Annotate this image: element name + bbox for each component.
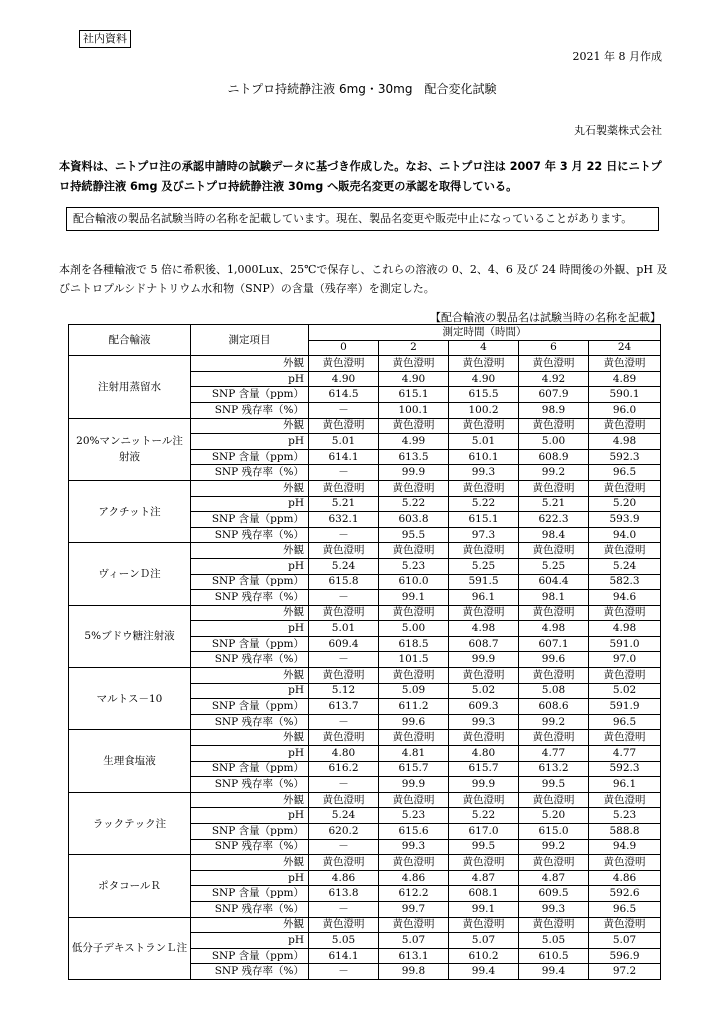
table-cell: 615.7: [449, 761, 519, 777]
table-cell: 615.0: [519, 824, 589, 840]
table-caption: 【配合輸液の製品名は試験当時の名称を記載】: [430, 311, 661, 324]
table-cell: －: [309, 714, 379, 730]
table-cell: 黄色澄明: [449, 480, 519, 496]
measurement-item: 外観: [191, 480, 309, 496]
infusion-name: 注射用蒸留水: [69, 356, 191, 418]
table-cell: 黄色澄明: [379, 480, 449, 496]
table-cell: 96.1: [449, 590, 519, 606]
table-cell: 615.5: [449, 387, 519, 403]
table-cell: 5.05: [309, 933, 379, 949]
table-row: [69, 480, 661, 496]
intro-paragraph: 本資料は、ニトプロ注の承認申請時の試験データに基づき作成した。なお、ニトプロ注は 2007 年 3 月 22 日にニトプロ持続静注液 6mg 及びニトプロ持続静注液 30mg へ販売名変更の承認を取得している。: [59, 160, 662, 193]
measurement-item: SNP 含量（ppm）: [191, 761, 309, 777]
table-cell: 黄色澄明: [519, 480, 589, 496]
table-cell: 5.00: [519, 434, 589, 450]
measurement-item: SNP 残存率（%）: [191, 527, 309, 543]
table-cell: 黄色澄明: [519, 792, 589, 808]
table-cell: －: [309, 777, 379, 793]
table-cell: 4.90: [309, 371, 379, 387]
table-cell: －: [309, 590, 379, 606]
table-cell: 黄色澄明: [519, 605, 589, 621]
table-cell: 94.6: [589, 590, 661, 606]
table-cell: －: [309, 839, 379, 855]
table-cell: 592.6: [589, 886, 661, 902]
table-cell: 97.0: [589, 652, 661, 668]
table-cell: 609.3: [449, 699, 519, 715]
table-cell: 97.2: [589, 964, 661, 980]
table-cell: 黄色澄明: [309, 668, 379, 684]
table-cell: 黄色澄明: [589, 917, 661, 933]
table-cell: 黄色澄明: [309, 730, 379, 746]
measurement-item: 外観: [191, 668, 309, 684]
infusion-name: 低分子デキストランＬ注: [69, 917, 191, 979]
table-cell: 96.5: [589, 901, 661, 917]
table-cell: －: [309, 901, 379, 917]
table-cell: 99.9: [449, 652, 519, 668]
table-cell: 614.1: [309, 948, 379, 964]
table-cell: 632.1: [309, 512, 379, 528]
measurement-item: SNP 含量（ppm）: [191, 948, 309, 964]
table-cell: 590.1: [589, 387, 661, 403]
table-cell: 593.9: [589, 512, 661, 528]
measurement-item: pH: [191, 558, 309, 574]
table-cell: 5.25: [519, 558, 589, 574]
table-cell: 99.7: [379, 901, 449, 917]
table-cell: 610.1: [449, 449, 519, 465]
measurement-item: pH: [191, 621, 309, 637]
table-row: [69, 792, 661, 808]
table-cell: 613.5: [379, 449, 449, 465]
table-cell: 608.9: [519, 449, 589, 465]
table-cell: 4.98: [589, 621, 661, 637]
table-cell: 95.5: [379, 527, 449, 543]
table-cell: 5.12: [309, 683, 379, 699]
table-cell: 99.2: [519, 714, 589, 730]
measurement-item: pH: [191, 808, 309, 824]
header-infusion: 配合輸液: [69, 325, 191, 356]
table-cell: 615.7: [379, 761, 449, 777]
infusion-name: ラックテック注: [69, 792, 191, 854]
table-cell: 5.21: [519, 496, 589, 512]
table-cell: 613.7: [309, 699, 379, 715]
header-hour: 4: [449, 340, 519, 356]
table-row: [69, 605, 661, 621]
table-cell: 99.6: [519, 652, 589, 668]
table-cell: 5.25: [449, 558, 519, 574]
table-cell: 99.2: [519, 839, 589, 855]
measurement-item: 外観: [191, 730, 309, 746]
internal-document-badge: 社内資料: [79, 30, 131, 48]
table-cell: 613.8: [309, 886, 379, 902]
table-cell: －: [309, 652, 379, 668]
table-cell: 592.3: [589, 761, 661, 777]
table-cell: 99.5: [449, 839, 519, 855]
table-cell: 5.22: [449, 808, 519, 824]
table-body: [69, 356, 661, 980]
table-cell: 黄色澄明: [379, 356, 449, 372]
table-cell: 99.9: [379, 777, 449, 793]
header-time: 測定時間（時間）: [309, 325, 661, 341]
table-cell: 5.01: [449, 434, 519, 450]
table-cell: 5.07: [589, 933, 661, 949]
table-cell: 608.1: [449, 886, 519, 902]
table-cell: 黄色澄明: [309, 792, 379, 808]
table-cell: 5.08: [519, 683, 589, 699]
compatibility-table: [68, 324, 661, 980]
table-cell: 96.5: [589, 465, 661, 481]
table-cell: 黄色澄明: [309, 356, 379, 372]
table-cell: 615.6: [379, 824, 449, 840]
table-cell: 614.5: [309, 387, 379, 403]
table-cell: 黄色澄明: [309, 917, 379, 933]
table-cell: 96.5: [589, 714, 661, 730]
table-cell: 4.86: [589, 870, 661, 886]
table-cell: 591.5: [449, 574, 519, 590]
measurement-item: 外観: [191, 792, 309, 808]
table-cell: 94.0: [589, 527, 661, 543]
table-cell: 608.6: [519, 699, 589, 715]
table-cell: 黄色澄明: [589, 730, 661, 746]
measurement-item: SNP 含量（ppm）: [191, 699, 309, 715]
table-cell: 610.2: [449, 948, 519, 964]
table-cell: 黄色澄明: [589, 480, 661, 496]
table-cell: －: [309, 964, 379, 980]
measurement-item: SNP 残存率（%）: [191, 652, 309, 668]
measurement-item: SNP 含量（ppm）: [191, 636, 309, 652]
header-hour: 24: [589, 340, 661, 356]
table-cell: 黄色澄明: [449, 418, 519, 434]
table-cell: 99.8: [379, 964, 449, 980]
table-cell: 99.5: [519, 777, 589, 793]
table-cell: 黄色澄明: [379, 543, 449, 559]
measurement-item: pH: [191, 746, 309, 762]
measurement-item: SNP 残存率（%）: [191, 714, 309, 730]
table-cell: 5.09: [379, 683, 449, 699]
table-cell: 609.4: [309, 636, 379, 652]
table-cell: 608.7: [449, 636, 519, 652]
table-cell: 98.1: [519, 590, 589, 606]
table-cell: 591.9: [589, 699, 661, 715]
table-cell: 97.3: [449, 527, 519, 543]
measurement-item: 外観: [191, 855, 309, 871]
table-cell: 5.02: [589, 683, 661, 699]
table-cell: 4.81: [379, 746, 449, 762]
measurement-item: pH: [191, 496, 309, 512]
table-cell: 黄色澄明: [519, 418, 589, 434]
table-cell: 黄色澄明: [309, 855, 379, 871]
table-cell: 5.21: [309, 496, 379, 512]
table-cell: 99.1: [379, 590, 449, 606]
table-cell: 615.8: [309, 574, 379, 590]
measurement-item: SNP 残存率（%）: [191, 901, 309, 917]
table-cell: 黄色澄明: [589, 855, 661, 871]
table-cell: 99.4: [519, 964, 589, 980]
table-cell: 615.1: [449, 512, 519, 528]
measurement-item: 外観: [191, 418, 309, 434]
table-cell: 4.80: [449, 746, 519, 762]
header-hour: 6: [519, 340, 589, 356]
measurement-item: SNP 含量（ppm）: [191, 886, 309, 902]
table-cell: 黄色澄明: [519, 855, 589, 871]
table-cell: －: [309, 527, 379, 543]
table-cell: 99.3: [379, 839, 449, 855]
table-cell: 609.5: [519, 886, 589, 902]
table-cell: 99.6: [379, 714, 449, 730]
table-cell: 黄色澄明: [309, 543, 379, 559]
creation-date: 2021 年 8 月作成: [572, 50, 662, 63]
measurement-item: SNP 残存率（%）: [191, 590, 309, 606]
table-cell: 98.4: [519, 527, 589, 543]
table-cell: 黄色澄明: [589, 792, 661, 808]
table-row: [69, 917, 661, 933]
table-cell: 5.20: [519, 808, 589, 824]
table-cell: 5.07: [449, 933, 519, 949]
table-cell: 4.77: [519, 746, 589, 762]
infusion-name: 生理食塩液: [69, 730, 191, 792]
measurement-item: 外観: [191, 356, 309, 372]
table-cell: 596.9: [589, 948, 661, 964]
measurement-item: pH: [191, 434, 309, 450]
table-cell: 618.5: [379, 636, 449, 652]
measurement-item: pH: [191, 933, 309, 949]
table-cell: 96.1: [589, 777, 661, 793]
table-cell: 黄色澄明: [589, 356, 661, 372]
measurement-item: SNP 含量（ppm）: [191, 387, 309, 403]
table-cell: 101.5: [379, 652, 449, 668]
table-cell: 616.2: [309, 761, 379, 777]
table-cell: 100.2: [449, 402, 519, 418]
company-name: 丸石製薬株式会社: [574, 124, 662, 137]
measurement-item: SNP 含量（ppm）: [191, 824, 309, 840]
table-cell: 4.90: [379, 371, 449, 387]
table-cell: 黄色澄明: [449, 668, 519, 684]
measurement-item: SNP 残存率（%）: [191, 777, 309, 793]
measurement-item: 外観: [191, 543, 309, 559]
table-cell: 黄色澄明: [449, 605, 519, 621]
table-cell: 4.89: [589, 371, 661, 387]
table-row: [69, 668, 661, 684]
table-cell: 4.87: [449, 870, 519, 886]
table-cell: 4.87: [519, 870, 589, 886]
table-cell: 黄色澄明: [309, 605, 379, 621]
table-cell: 黄色澄明: [309, 418, 379, 434]
measurement-item: SNP 含量（ppm）: [191, 449, 309, 465]
table-cell: 96.0: [589, 402, 661, 418]
header-item: 測定項目: [191, 325, 309, 356]
table-cell: 4.86: [379, 870, 449, 886]
measurement-item: pH: [191, 683, 309, 699]
table-cell: 4.86: [309, 870, 379, 886]
table-cell: 5.22: [379, 496, 449, 512]
table-cell: 4.98: [519, 621, 589, 637]
table-cell: 黄色澄明: [379, 855, 449, 871]
table-cell: 黄色澄明: [379, 917, 449, 933]
table-cell: 4.92: [519, 371, 589, 387]
table-cell: 黄色澄明: [449, 792, 519, 808]
table-cell: 98.9: [519, 402, 589, 418]
table-cell: 603.8: [379, 512, 449, 528]
table-cell: 黄色澄明: [449, 730, 519, 746]
measurement-item: 外観: [191, 605, 309, 621]
measurement-item: SNP 残存率（%）: [191, 839, 309, 855]
table-cell: －: [309, 402, 379, 418]
table-cell: 黄色澄明: [519, 730, 589, 746]
table-cell: 5.24: [309, 808, 379, 824]
table-cell: 4.80: [309, 746, 379, 762]
table-cell: 4.98: [449, 621, 519, 637]
infusion-name: アクチット注: [69, 480, 191, 542]
table-cell: 588.8: [589, 824, 661, 840]
table-cell: 4.90: [449, 371, 519, 387]
table-cell: 613.2: [519, 761, 589, 777]
table-cell: 607.9: [519, 387, 589, 403]
infusion-name: 5%ブドウ糖注射液: [69, 605, 191, 667]
measurement-item: SNP 残存率（%）: [191, 465, 309, 481]
table-cell: 5.23: [379, 808, 449, 824]
table-cell: 黄色澄明: [379, 605, 449, 621]
table-cell: 607.1: [519, 636, 589, 652]
table-cell: 5.00: [379, 621, 449, 637]
measurement-item: SNP 残存率（%）: [191, 402, 309, 418]
table-cell: 黄色澄明: [449, 917, 519, 933]
table-cell: 黄色澄明: [449, 543, 519, 559]
table-cell: 5.02: [449, 683, 519, 699]
table-cell: 5.01: [309, 621, 379, 637]
table-header-row: [69, 325, 661, 341]
table-row: [69, 356, 661, 372]
table-cell: 5.24: [309, 558, 379, 574]
table-cell: 614.1: [309, 449, 379, 465]
table-cell: 5.23: [379, 558, 449, 574]
table-cell: 黄色澄明: [519, 917, 589, 933]
infusion-name: 20%マンニットール注射液: [69, 418, 191, 480]
table-row: [69, 543, 661, 559]
table-cell: 94.9: [589, 839, 661, 855]
table-row: [69, 855, 661, 871]
table-cell: 黄色澄明: [519, 543, 589, 559]
table-cell: 613.1: [379, 948, 449, 964]
table-row: [69, 730, 661, 746]
table-cell: 5.01: [309, 434, 379, 450]
table-cell: 黄色澄明: [449, 356, 519, 372]
table-cell: 99.3: [519, 901, 589, 917]
table-cell: 611.2: [379, 699, 449, 715]
table-cell: 黄色澄明: [379, 730, 449, 746]
table-cell: 黄色澄明: [519, 668, 589, 684]
table-cell: 黄色澄明: [379, 668, 449, 684]
table-cell: 610.5: [519, 948, 589, 964]
table-cell: 黄色澄明: [589, 543, 661, 559]
table-cell: 617.0: [449, 824, 519, 840]
table-cell: 620.2: [309, 824, 379, 840]
table-cell: 604.4: [519, 574, 589, 590]
table-cell: 615.1: [379, 387, 449, 403]
table-cell: 5.07: [379, 933, 449, 949]
table-cell: 黄色澄明: [589, 668, 661, 684]
table-cell: 591.0: [589, 636, 661, 652]
table-cell: 100.1: [379, 402, 449, 418]
measurement-item: 外観: [191, 917, 309, 933]
infusion-name: マルトス－10: [69, 668, 191, 730]
table-cell: 99.9: [449, 777, 519, 793]
measurement-item: SNP 含量（ppm）: [191, 512, 309, 528]
table-cell: 5.20: [589, 496, 661, 512]
table-cell: 99.3: [449, 714, 519, 730]
infusion-name: ヴィーンＤ注: [69, 543, 191, 605]
method-paragraph: 本剤を各種輸液で 5 倍に希釈後、1,000Lux、25℃で保存し、これらの溶液の 0、2、4、6 及び 24 時間後の外観、pH 及びニトロプルシドナトリウム水和物（SNP）の含量（残存率）を測定した。: [59, 263, 668, 295]
table-row: [69, 418, 661, 434]
table-cell: 610.0: [379, 574, 449, 590]
measurement-item: SNP 残存率（%）: [191, 964, 309, 980]
table-cell: 5.22: [449, 496, 519, 512]
table-cell: 黄色澄明: [589, 418, 661, 434]
table-cell: 4.99: [379, 434, 449, 450]
table-cell: －: [309, 465, 379, 481]
table-cell: 99.3: [449, 465, 519, 481]
measurement-item: SNP 含量（ppm）: [191, 574, 309, 590]
table-cell: 99.9: [379, 465, 449, 481]
table-cell: 5.24: [589, 558, 661, 574]
table-cell: 4.98: [589, 434, 661, 450]
header-hour: 2: [379, 340, 449, 356]
table-cell: 黄色澄明: [309, 480, 379, 496]
notice-box: 配合輸液の製品名試験当時の名称を記載しています。現在、製品名変更や販売中止になっていることがあります。: [66, 207, 659, 231]
table-cell: 黄色澄明: [379, 418, 449, 434]
table-cell: 99.2: [519, 465, 589, 481]
table-cell: 黄色澄明: [589, 605, 661, 621]
table-cell: 4.77: [589, 746, 661, 762]
header-hour: 0: [309, 340, 379, 356]
table-cell: 黄色澄明: [449, 855, 519, 871]
infusion-name: ポタコールＲ: [69, 855, 191, 917]
table-cell: 592.3: [589, 449, 661, 465]
table-cell: 99.4: [449, 964, 519, 980]
table-cell: 612.2: [379, 886, 449, 902]
table-cell: 黄色澄明: [379, 792, 449, 808]
measurement-item: pH: [191, 870, 309, 886]
table-cell: 99.1: [449, 901, 519, 917]
document-title: ニトプロ持続静注液 6mg・30mg 配合変化試験: [227, 82, 497, 96]
table-cell: 5.05: [519, 933, 589, 949]
table-cell: 622.3: [519, 512, 589, 528]
table-cell: 5.23: [589, 808, 661, 824]
measurement-item: pH: [191, 371, 309, 387]
table-cell: 582.3: [589, 574, 661, 590]
table-cell: 黄色澄明: [519, 356, 589, 372]
